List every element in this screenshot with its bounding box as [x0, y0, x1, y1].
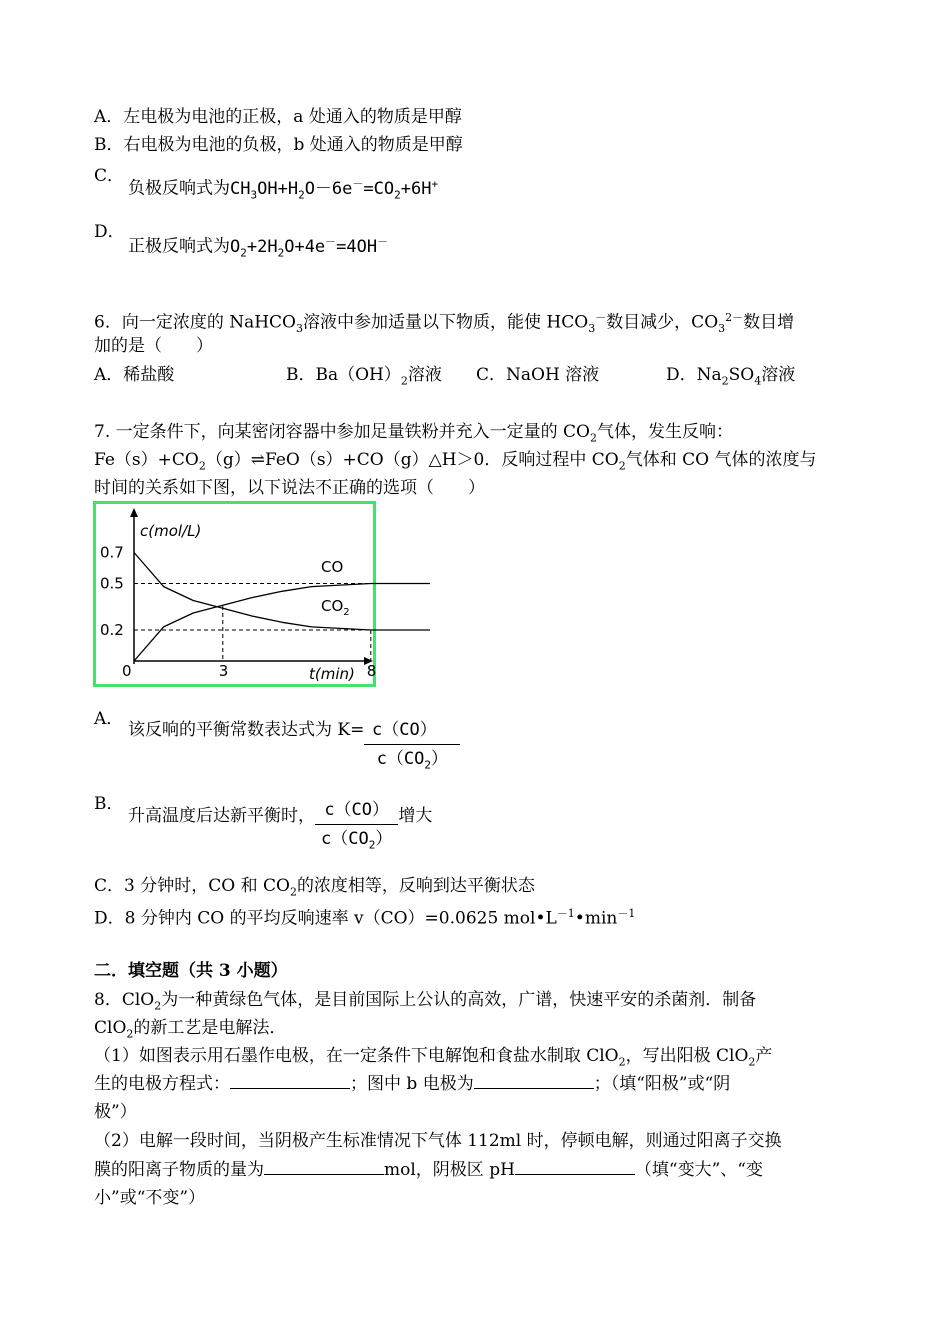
q8-part1-line2: 生的电极方程式： ；图中 b 电极为 ；（填“阳极”或“阴 [94, 1074, 731, 1094]
q8-part1-line1: （1）如图表示用石墨作电极，在一定条件下电解饱和食盐水制取 ClO$_2$，写出阳极 ClO$_2$产 [94, 1046, 773, 1069]
q6-option-b: B．$Ba(OH)_2$溶液 [286, 365, 442, 388]
q8-part1-line3: 极”） [94, 1102, 137, 1122]
concentration-time-chart [93, 501, 376, 687]
q5-option-d-label: D． [94, 222, 125, 242]
q7-option-c: C．3 分钟时，CO 和 $CO_2$的浓度相等，反响到达平衡状态 [94, 876, 535, 899]
q5-option-b: B．右电极为电池的负极，b 处通入的物质是甲醇 [94, 135, 463, 155]
y-tick-label: 0.2 [100, 621, 124, 639]
section-2-title: 二．填空题（共 3 小题） [94, 961, 288, 981]
ratio-fraction: $\frac{c(CO)}{c(CO_2)}$ [315, 796, 398, 859]
answer-blank-cathode-ph[interactable] [515, 1158, 635, 1175]
y-axis-label: c(mol/L) [140, 522, 202, 540]
answer-blank-cation-moles[interactable] [264, 1158, 384, 1175]
x-tick-label: 0 [122, 662, 132, 680]
y-tick-label: 0.5 [100, 574, 124, 593]
series-label-co2: $CO_2$ [321, 597, 350, 618]
chart-plot-area [100, 544, 430, 681]
q5-option-d: 正极反响式为$O_2+2H_2O+4e^-=4OH^-$ [128, 235, 389, 260]
q7-option-b: 升高温度后达新平衡时， $\frac{c(CO)}{c(CO_2)}$ 增大 [128, 802, 432, 859]
q6-option-c: C．NaOH 溶液 [476, 365, 600, 385]
x-axis-label: t(min) [309, 665, 355, 683]
x-tick-label: 3 [218, 662, 229, 680]
q7-option-d: D．8 分钟内 CO 的平均反响速率 v（CO）=0.0625 $mol•L^{-1}•\min^{-1}$ [94, 907, 636, 929]
q6-option-d: D．$Na_2SO_4$溶液 [666, 365, 796, 388]
q5-option-a: A．左电极为电池的正极，a 处通入的物质是甲醇 [94, 107, 462, 127]
series-label-co: CO [321, 558, 344, 576]
q7-option-b-label: B． [94, 794, 124, 814]
answer-blank-b-electrode[interactable] [474, 1072, 594, 1089]
y-tick-label: 0.7 [100, 543, 124, 562]
q6-option-a: A．稀盐酸 [94, 365, 175, 385]
x-tick-label: 8 [366, 662, 377, 680]
answer-blank-anode-equation[interactable] [230, 1072, 350, 1089]
chart-svg [96, 504, 377, 684]
y-axis-arrow [130, 508, 138, 517]
q5-option-c-label: C． [94, 166, 125, 186]
q8-part2-line2: 膜的阳离子物质的量为 mol，阴极区 pH （填“变大”、“变 [94, 1160, 763, 1180]
positive-electrode-formula: $O_2+2H_2O+4e^-=4OH^-$ [230, 235, 389, 260]
q8-part2-line3: 小”或“不变”） [94, 1188, 206, 1208]
negative-electrode-formula: $CH_3OH+H_2O-6e^-=CO_2+6H^+$ [230, 177, 439, 202]
q7-stem-line1: 7. 一定条件下，向某密闭容器中参加足量铁粉并充入一定量的 $CO_2$气体，发生反响： [94, 422, 733, 445]
equilibrium-fraction: $\frac{c(CO)}{c(CO_2)}$ [364, 716, 460, 779]
q8-stem-line2: ClO$_2$的新工艺是电解法． [94, 1018, 287, 1041]
q5-option-c: 负极反响式为$CH_3OH+H_2O-6e^-=CO_2+6H^+$ [128, 177, 439, 202]
q8-stem-line1: 8．ClO$_2$为一种黄绿色气体，是目前国际上公认的高效，广谱，快速平安的杀菌剂．制备 [94, 990, 757, 1013]
q8-part2-line1: （2）电解一段时间，当阴极产生标准情况下气体 112ml 时，停顿电解，则通过阳离子交换 [94, 1131, 782, 1151]
q6-stem-line1: 6．向一定浓度的 NaHCO$_3$溶液中参加适量以下物质，能使 $HCO_3^-$数目减少，$CO_3^{2-}$数目增 [94, 311, 795, 336]
q7-stem-line2: $Fe(s)+CO_2(g)\rightleftharpoons FeO(s)+CO(g)\triangle H>0$．反响过程中 $CO_2$气体和 CO 气体的浓度与 [94, 450, 817, 473]
q7-stem-line3: 时间的关系如下图，以下说法不正确的选项（ ） [94, 478, 485, 498]
q6-stem-line2: 加的是（ ） [94, 336, 213, 356]
q7-option-a-label: A． [94, 709, 124, 729]
q7-option-a: 该反响的平衡常数表达式为 K= $\frac{c(CO)}{c(CO_2)}$ [128, 716, 460, 779]
